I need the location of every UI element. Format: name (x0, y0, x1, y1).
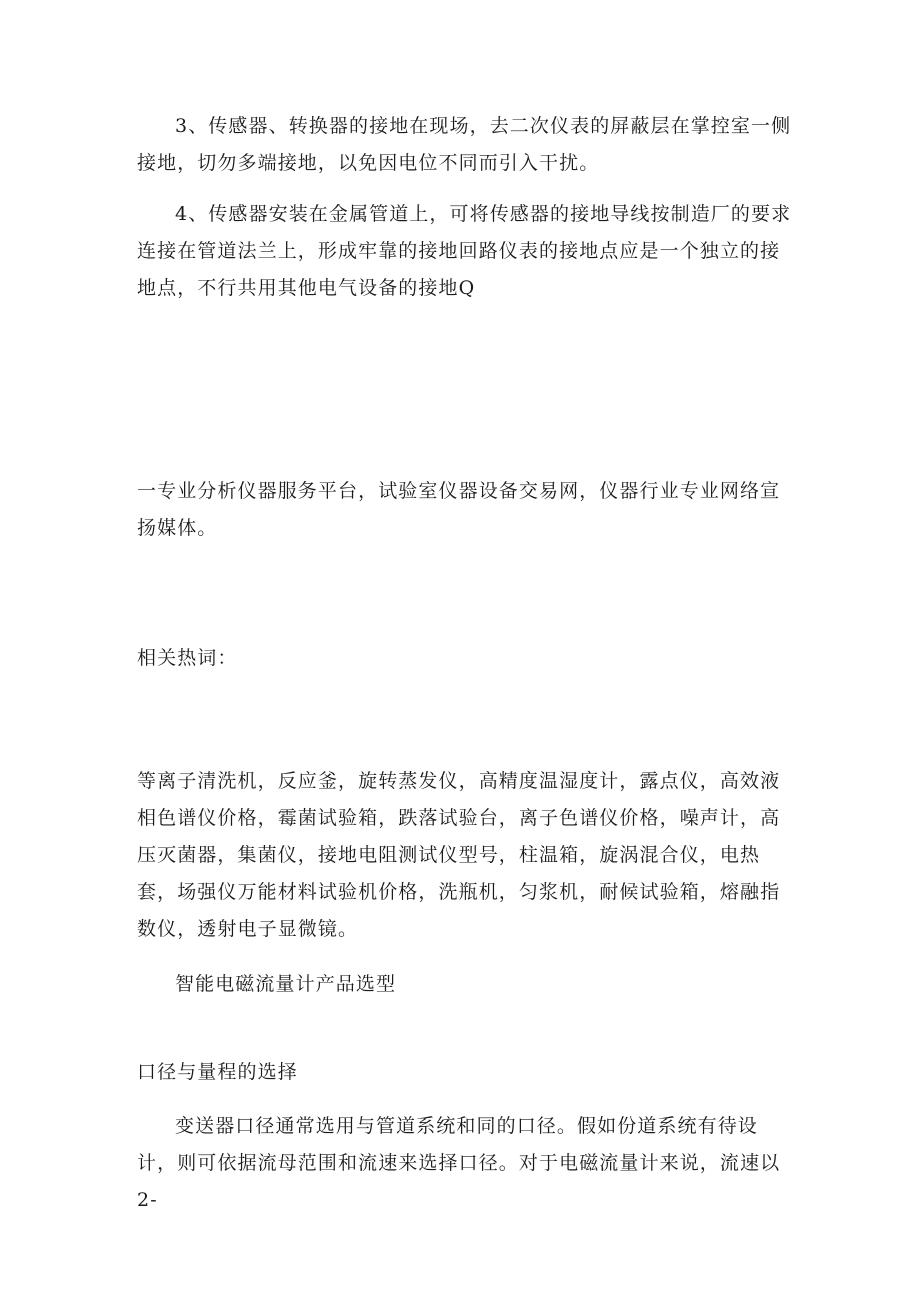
paragraph-platform-intro: 一专业分析仪器服务平台，试验室仪器设备交易网，仪器行业专业网络宣扬媒体。 (137, 480, 781, 539)
paragraph-caliber-choice: 变送器口径通常选用与管道系统和同的口径。假如份道系统有待设计，则可依据流母范围和流速来选择口径。对于电磁流量计来说，流速以2- (137, 1115, 781, 1211)
related-keywords-heading: 相关热词： (137, 647, 238, 669)
paragraph-grounding-pipe: 4、传感器安装在金属管道上，可将传感器的接地导线按制造厂的要求连接在管道法兰上，形成牢靠的接地回路仪表的接地点应是一个独立的接地点，不行共用其他电气设备的接地Q (137, 203, 792, 299)
paragraph-grounding-site: 3、传感器、转换器的接地在现场，去二次仪表的屏蔽层在掌控室一侧接地，切勿多端接地，以免因电位不同而引入干扰。 (137, 115, 792, 174)
subsection-title-caliber: 口径与量程的选择 (137, 1061, 298, 1083)
related-keywords-list: 等离子清洗机，反应釜，旋转蒸发仪，高精度温湿度计，露点仪，高效液相色谱仪价格，霉菌试验箱，跌落试验台，离子色谱仪价格，噪声计，高压灭菌器，集菌仪，接地电阻测试仪型号，柱温箱，旋涡混合仪，电热套，场强仪万能材料试验机价格，洗瓶机，匀浆机，耐候试验箱，熔融指数仪，透射电子显微镜。 (137, 770, 781, 940)
section-title-selection: 智能电磁流量计产品选型 (175, 973, 397, 995)
